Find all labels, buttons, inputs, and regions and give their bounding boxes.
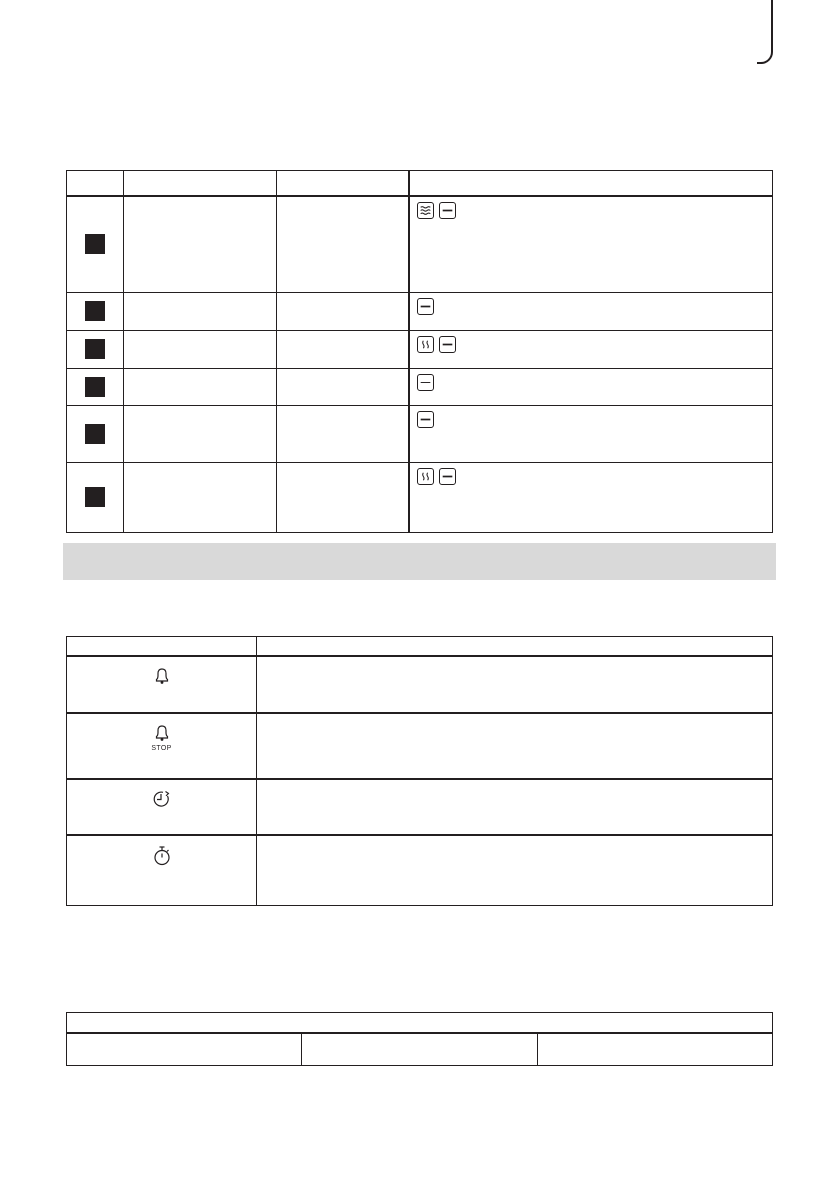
bell-stop-icon — [151, 722, 173, 744]
table-row — [67, 196, 773, 292]
table-row — [67, 368, 773, 405]
table-row — [67, 656, 773, 713]
table-row — [67, 405, 773, 462]
table-header-row — [67, 637, 773, 657]
black-square-marker — [85, 377, 105, 397]
wave-icon — [417, 202, 434, 219]
table-row — [67, 1033, 773, 1066]
bottom-heat-thin-icon — [417, 374, 434, 391]
bottom-heat-icon — [417, 298, 434, 315]
clock-arrow-icon — [150, 788, 174, 810]
bell-icon — [151, 665, 173, 687]
table-header-row — [67, 171, 773, 197]
table-row — [67, 462, 773, 532]
table-row — [67, 779, 773, 835]
black-square-marker — [85, 424, 105, 444]
header-cell — [409, 171, 773, 197]
table-row — [67, 835, 773, 905]
black-square-marker — [85, 487, 105, 507]
header-cell — [67, 637, 257, 657]
table-row — [67, 713, 773, 779]
header-cell — [277, 171, 410, 197]
bottom-heat-icon — [439, 468, 456, 485]
page-corner-mark — [757, 0, 773, 64]
stopwatch-icon — [151, 844, 173, 868]
stop-label: STOP — [151, 745, 172, 752]
header-cell — [67, 1013, 773, 1034]
table-row — [67, 292, 773, 330]
heating-functions-table — [66, 170, 773, 533]
steam-icon — [417, 336, 434, 353]
bottom-heat-icon — [439, 336, 456, 353]
bottom-heat-icon — [417, 411, 434, 428]
bottom-heat-icon — [439, 202, 456, 219]
section-heading-bar — [63, 543, 776, 580]
black-square-marker — [85, 234, 105, 254]
header-cell — [257, 637, 773, 657]
table-row — [67, 330, 773, 368]
table-header-row — [67, 1013, 773, 1034]
summary-table — [66, 1012, 773, 1066]
header-cell — [67, 171, 124, 197]
row-marker-cell — [67, 196, 124, 292]
header-cell — [124, 171, 277, 197]
black-square-marker — [85, 339, 105, 359]
black-square-marker — [85, 301, 105, 321]
steam-icon — [417, 468, 434, 485]
clock-functions-table — [66, 636, 773, 906]
